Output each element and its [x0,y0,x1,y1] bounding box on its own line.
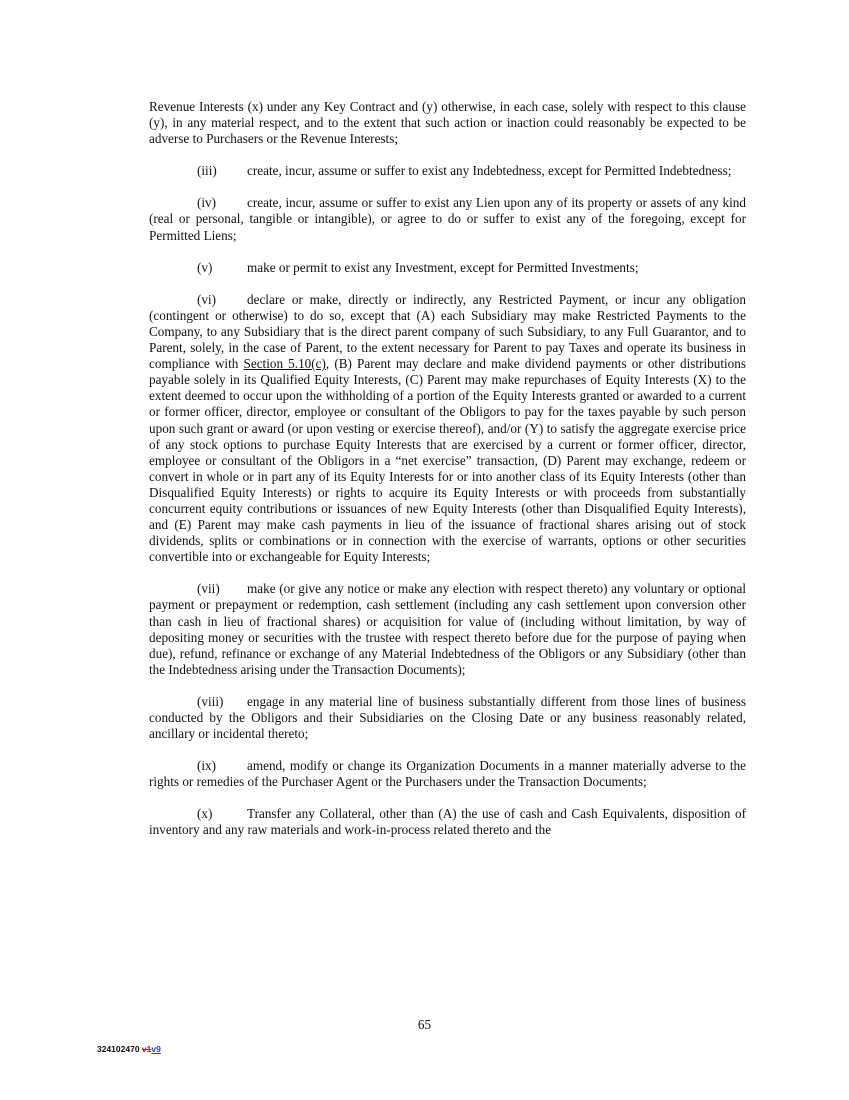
paragraph-ix [149,758,746,790]
document-body [149,99,746,855]
clause-number: (vi) [197,291,217,307]
clause-number: (iv) [197,195,217,211]
paragraph-vii [149,581,746,678]
paragraph-iii [149,163,746,179]
clause-text-part-b: , (B) Parent may declare and make dividend payments or other distributions payable solely in its Qualified Equity Interests, (C) Parent may make repurchases of Equity Interests (X) to the extent deemed to occur upon the withholding of a portion of the Equity Interests granted or awarded to a current or former officer, director, employee or consultant of the Obligors to pay for the taxes payable by such person upon such grant or award (or upon vesting or exercise thereof), and/or (Y) to satisfy the aggregate exercise price of any stock options to purchase Equity Interests that are exercised by a current or former officer, director, employee or consultant of the Obligors in a “net exercise” transaction, (D) Parent may exchange, redeem or convert in whole or in part any of its Equity Interests for or into another class of its Equity Interests (other than Disqualified Equity Interests) or rights to acquire its Equity Interests or with proceeds from substantially concurrent equity contributions or issuances of new Equity Interests (other than Disqualified Equity Interests), and (E) Parent may make cash payments in lieu of the issuance of fractional shares arising out of stock dividends, splits or combinations or in connection with the exercise of warrants, options or other securities convertible into or exchangeable for Equity Interests; [149,356,746,565]
deleted-version: v1 [141,1044,152,1054]
clause-number: (ix) [197,758,217,774]
paragraph-viii [149,694,746,742]
clause-text: make or permit to exist any Investment, except for Permitted Investments; [247,259,639,275]
clause-text-part-a: declare or make, directly or indirectly, any Restricted Payment, or incur any obligation (contingent or otherwise) to do so, except that (A) each Subsidiary may make Restricted Payments to the Company, to any Subsidiary that is the direct parent company of such Subsidiary, to any Full Guarantor, and to Parent, solely, in the case of Parent, to the extent necessary for Parent to pay Taxes and operate its business in compliance with [149,291,746,372]
clause-number: (iii) [197,163,217,179]
clause-text: create, incur, assume or suffer to exist any Indebtedness, except for Permitted Indebtedness; [247,163,732,179]
clause-number: (x) [197,806,213,822]
clause-text: create, incur, assume or suffer to exist any Lien upon any of its property or assets of any kind (real or personal, tangible or intangible), or agree to do or suffer to exist any of the foregoing, except for Permitted Liens; [149,195,746,243]
clause-number: (vii) [197,581,220,597]
document-id: 324102470 [97,1044,140,1054]
paragraph-iv [149,195,746,243]
paragraph-continuation: Revenue Interests (x) under any Key Contract and (y) otherwise, in each case, solely with respect to this clause (y), in any material respect, and to the extent that such action or inaction could reasonably be expected to be adverse to Purchasers or the Revenue Interests; [149,99,746,147]
page-number: 65 [417,1017,432,1032]
inserted-version: v9 [151,1044,161,1054]
clause-number: (viii) [197,693,224,709]
paragraph-x [149,806,746,838]
paragraph-vi [149,292,746,566]
clause-text: amend, modify or change its Organization Documents in a manner materially adverse to the rights or remedies of the Purchaser Agent or the Purchasers under the Transaction Documents; [149,758,746,790]
clause-text: make (or give any notice or make any election with respect thereto) any voluntary or optional payment or prepayment or redemption, cash settlement (including any cash settlement upon conversion other than cash in lieu of fractional shares) or acquisition for value of (including without limitation, by way of depositing money or securities with the trustee with respect thereto before due for the purpose of paying when due), refund, refinance or exchange of any Material Indebtedness of the Obligors or any Subsidiary (other than the Indebtedness arising under the Transaction Documents); [149,581,746,677]
clause-number: (v) [197,259,213,275]
document-id-stamp [97,1044,161,1054]
section-reference-link[interactable]: Section 5.10(c) [243,356,326,372]
clause-text: Transfer any Collateral, other than (A) the use of cash and Cash Equivalents, disposition of inventory and any raw materials and work-in-process related thereto and the [149,806,746,838]
clause-text: engage in any material line of business substantially different from those lines of business conducted by the Obligors and their Subsidiaries on the Closing Date or any business reasonably related, ancillary or incidental thereto; [149,693,746,742]
paragraph-v [149,260,746,276]
